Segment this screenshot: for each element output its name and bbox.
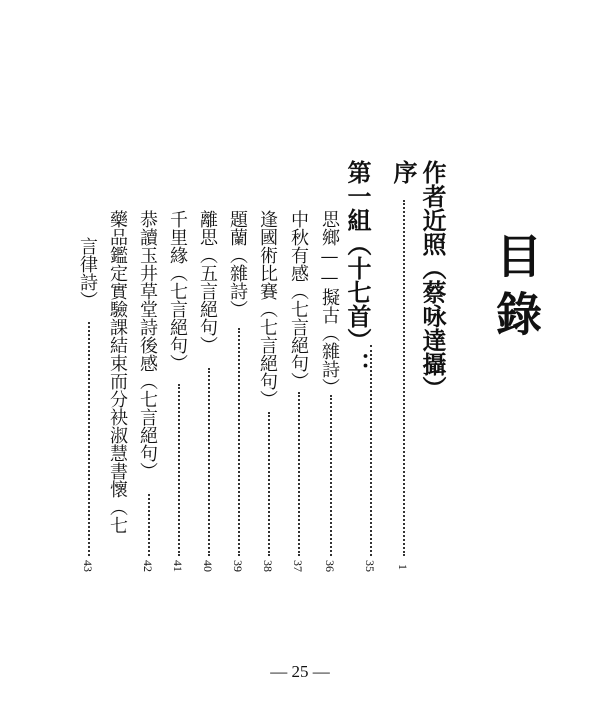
toc-entry-distant-bond: 千里緣（七言絕句） bbox=[167, 210, 188, 372]
leader-dots bbox=[370, 345, 372, 556]
toc-entry-parting-thoughts: 離思（五言絕句） bbox=[197, 210, 218, 354]
leader-dots bbox=[330, 395, 332, 556]
toc-page-number: 36 bbox=[323, 560, 337, 572]
toc-entry-preface: 序 bbox=[389, 160, 418, 184]
toc-entry-author-photo: 作者近照（蔡咏達攝） bbox=[418, 160, 447, 400]
toc-page-number: 40 bbox=[201, 560, 215, 572]
page-title-char-1: 目 bbox=[489, 232, 543, 278]
toc-entry-orchid: 題蘭（雜詩） bbox=[227, 210, 248, 318]
toc-page-number: 38 bbox=[261, 560, 275, 572]
toc-page-number: 43 bbox=[81, 560, 95, 572]
footer-page-number: — 25 — bbox=[270, 662, 330, 681]
leader-dots bbox=[403, 200, 405, 556]
toc-page-number: 42 bbox=[141, 560, 155, 572]
toc-page-number: 39 bbox=[231, 560, 245, 572]
toc-entry-martial-arts: 逢國術比賽（七言絕句） bbox=[257, 210, 278, 408]
leader-dots bbox=[178, 384, 180, 556]
toc-entry-pharma-lab: 藥品鑑定實驗課結束而分袂淑慧書懷（七 bbox=[107, 210, 128, 534]
toc-entry-mid-autumn: 中秋有感（七言絕句） bbox=[288, 210, 309, 390]
leader-dots bbox=[208, 368, 210, 556]
toc-entry-yujing-poems: 恭讀玉井草堂詩後感（七言絕句） bbox=[137, 210, 158, 480]
toc-entry-homesick: 思鄉——擬古（雜詩） bbox=[319, 210, 340, 396]
leader-dots bbox=[88, 322, 90, 556]
leader-dots bbox=[298, 392, 300, 556]
toc-page-number: 35 bbox=[363, 560, 377, 572]
toc-page-number: 37 bbox=[291, 560, 305, 572]
leader-dots bbox=[148, 494, 150, 556]
toc-entry-pharma-lab-continued: 言律詩） bbox=[77, 237, 98, 309]
leader-dots bbox=[238, 328, 240, 556]
page-title-char-2: 錄 bbox=[489, 290, 543, 336]
leader-dots bbox=[268, 412, 270, 556]
toc-page-number: 1 bbox=[396, 564, 410, 570]
toc-section-group-one: 第一組（十七首）： bbox=[343, 160, 372, 376]
toc-page-number: 41 bbox=[171, 560, 185, 572]
